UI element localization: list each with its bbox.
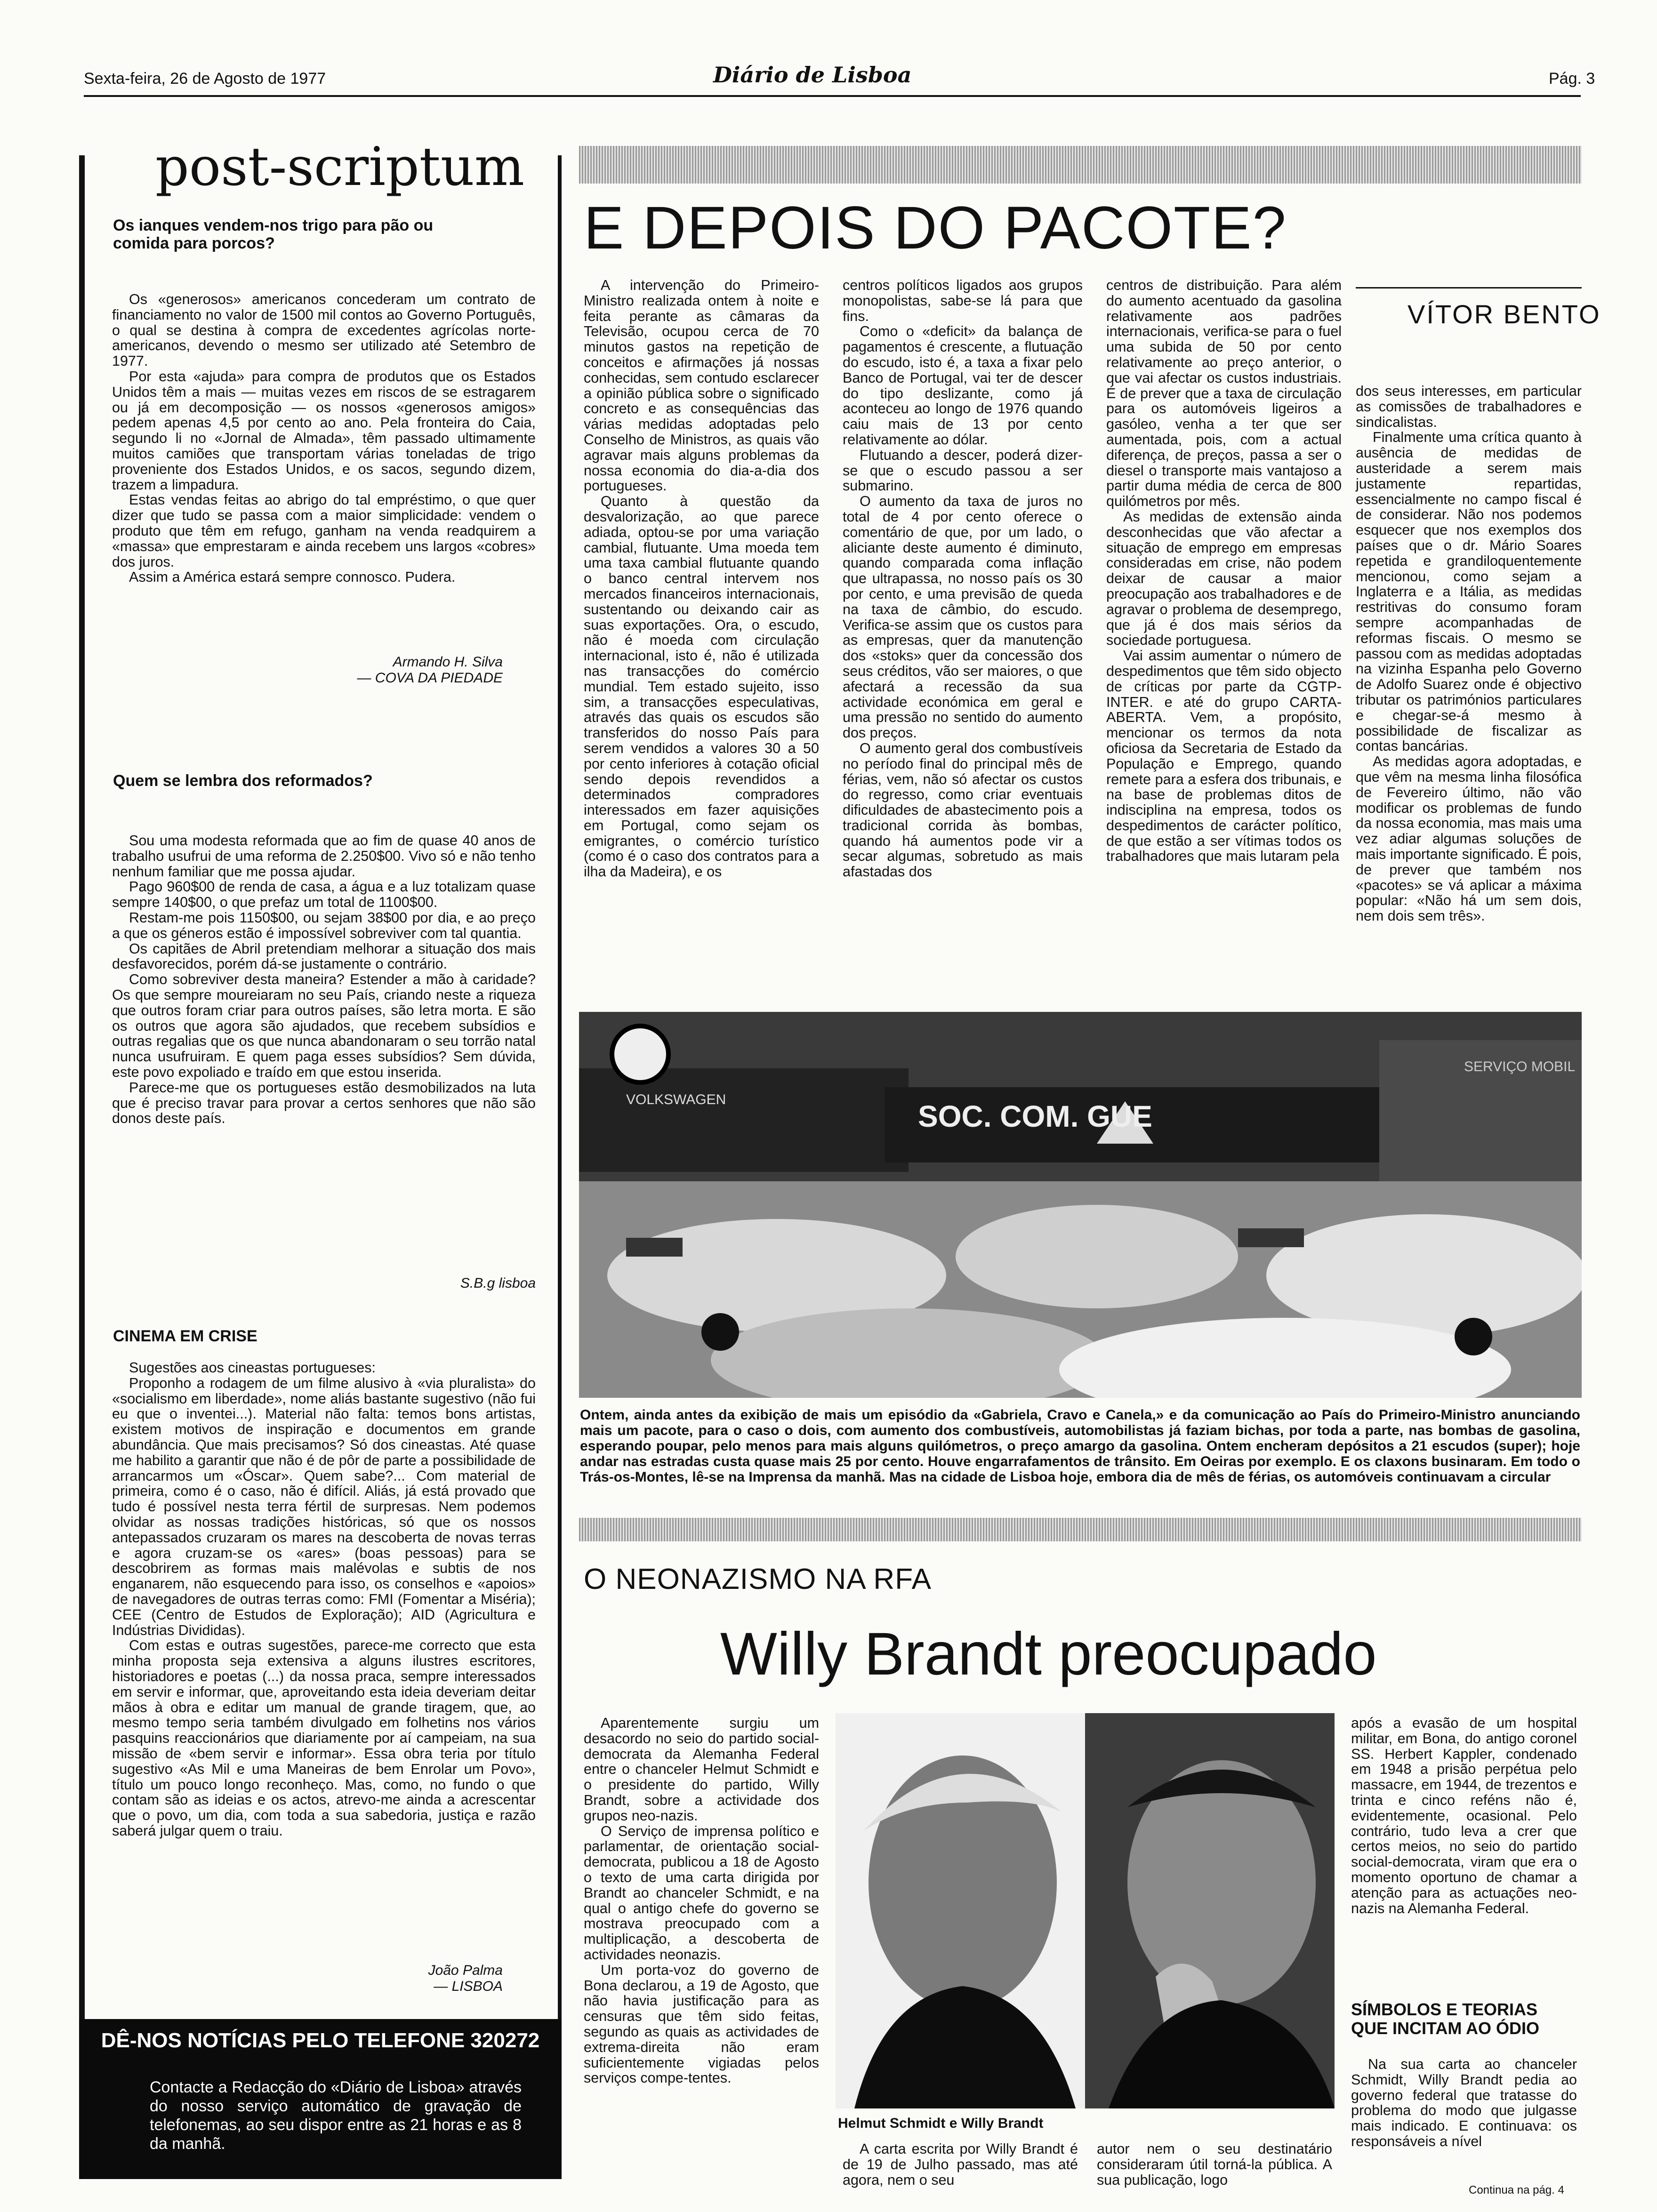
signature-place: — COVA DA PIEDADE — [357, 670, 503, 686]
paragraph: Flutuando a descer, poderá dizer-se que o escudo passou a ser submarino. — [843, 447, 1083, 494]
paragraph: A carta escrita por Willy Brandt é de 19 de Julho passado, mas até agora, nem o seu — [843, 2141, 1078, 2188]
signature-name: Armando H. Silva — [393, 654, 503, 670]
letter-1-subtitle: Os ianques vendem-nos trigo para pão ou comida para porcos? — [113, 216, 434, 252]
paragraph: Com estas e outras sugestões, parece-me correcto que esta minha proposta seja extensiva a alguns ilustres escritores, historiadores e poetas (...) da nossa praca, sempre interessados em servir e informar, que, aproveitando esta ideia deveriam deitar mãos à obra e editar um manual de grande tiragem, que, ao mesmo tempo seria também divulgado em folhetins nos vários pasquins reaccionários que diariamente por aí campeiam, na sua missão de «bem servir e informar». Essa obra teria por título sugestivo «As Mil e uma Maneiras de bem Enrolar um Povo», título um pouco longo reconheço. Mas, como, no fundo o que contam são as ideias e os actos, atrevo-me ainda a acrescentar que o povo, um dia, com toda a sua sabedoria, justiça e razão saberá julgar quem o traiu. — [112, 1637, 536, 1839]
gas-photo-caption: Ontem, ainda antes da exibição de mais um episódio da «Gabriela, Cravo e Canela,» e da comunicação ao País do Primeiro-Ministro anunciando mais um pacote, para o caso o dois, com aumento dos combustíveis, automobilistas já faziam bichas, por toda a parte, nas bombas de gasolina, esperando poupar, pelo menos para mais alguns quilómetros, o preço amargo da gasolina. Ontem encheram depósitos a 21 escudos (super); hoje andar nas estradas custa quase mais 25 por cento. Houve engarrafamentos de trânsito. Em Oeiras por exemplo. E os claxons businaram. Em todo o Trás-os-Montes, lê-se na Imprensa da manhã. Mas na cidade de Lisboa hoje, embora dia de mês de férias, os automóveis continuavam a circular — [580, 1407, 1580, 1485]
pacote-column-2 — [843, 278, 1083, 880]
paragraph: O Serviço de imprensa político e parlamentar, de orientação social-democrata, publicou a 18 de Agosto o texto de uma carta dirigida por Brandt ao chanceler Schmidt, e na qual o antigo chefe do governo se mostrava preocupado com a multiplicação, a descoberta de actividades neonazis. — [584, 1823, 819, 1963]
paragraph: autor nem o seu destinatário consideraram útil torná-la pública. A sua publicação, logo — [1097, 2141, 1332, 2188]
photo-sign-vw: VOLKSWAGEN — [626, 1092, 726, 1107]
paragraph: Proponho a rodagem de um filme alusivo à «via pluralista» do «socialismo em liberdade», nome aliás bastante sugestivo (não fui eu que o inventei...). Material não falta: temos bons artistas, existem motivos de inspiração e documentos em grande abundância. Que mais precisamos? Só dos cineastas. Até quase me habilito a garantir que não é de pôr de parte a possibilidade de arrancarmos um «Óscar». Quem sabe?... Com material de primeira, como é o caso, não é difícil. Aliás, já está provado que tudo é possível nesta terra fértil de surpresas. Nem podemos olvidar as nossas tradições históricas, só que os nossos antepassados cruzaram os mares na descoberta de novas terras e agora cruzam-se os «ares» (boas pessoas) para se descobrirem as formas mais malévolas e subtis de nos enganarem, não esquecendo para isso, os conselhos e «apoios» de navegadores de outras terras como: FMI (Fomentar a Miséria); CEE (Centro de Estudos de Exploração); AID (Agricultura e Indústrias Divididas). — [112, 1375, 536, 1638]
paragraph: Como sobreviver desta maneira? Estender a mão à caridade? Os que sempre moureiaram no seu País, criando neste a riqueza que outros foram criar para outros países, são letra morta. E são os outros que agora são ajudados, que recebem subsídios e outras regalias que os que nunca abandonaram o seu torrão natal nunca usufruiram. E quem paga esses subsídios? Sem dúvida, este povo expoliado e traído em que estou inserida. — [112, 971, 536, 1080]
paragraph: Estas vendas feitas ao abrigo do tal empréstimo, o que quer dizer que tudo se passa com a maior simplicidade: vendem o produto que têm em refugo, ganham na venda readquirem a «massa» que emprestaram e ainda recebem uns largos «cobres» dos juros. — [112, 492, 536, 570]
letter-2-signature — [112, 1275, 536, 1291]
paragraph: Por esta «ajuda» para compra de produtos que os Estados Unidos têm a mais — muitas vezes em riscos de se estragarem ou já em decomposição — os nossos «generosos amigos» pedem apenas 4,5 por cento ao ano. Pela fronteira do Caia, segundo li no «Jornal de Almada», têm passado ultimamente muitos camiões que transportam várias toneladas de trigo proveniente dos Estados Unidos, e os sacos, segundo dizem, trazem a limpadura. — [112, 368, 536, 493]
paragraph: Sou uma modesta reformada que ao fim de quase 40 anos de trabalho usufrui de uma reforma de 2.250$00. Vivo só e não tenho nenhum familiar que me possa ajudar. — [112, 833, 536, 880]
continued-note: Continua na pág. 4 — [1469, 2184, 1564, 2196]
brandt-column-1 — [584, 1715, 819, 2086]
paragraph: Pago 960$00 de renda de casa, a água e a luz totalizam quase sempre 140$00, o que prefaz um total de 1100$00. — [112, 879, 536, 911]
issue-date: Sexta-feira, 26 de Agosto de 1977 — [84, 70, 326, 88]
brandt-kicker: O NEONAZISMO NA RFA — [584, 1563, 932, 1595]
paragraph: As medidas agora adoptadas, e que vêm na mesma linha filosófica de Fevereiro último, não vão modificar os problemas de fundo da nossa economia, mas mais uma vez adiar algumas soluções de mais importante significado. É pois, de prever que também nos «pacotes» se vá aplicar a máxima popular: «Não há um sem dois, nem dois sem três». — [1356, 753, 1582, 924]
brandt-subhead: SÍMBOLOS E TEORIAS QUE INCITAM AO ÓDIO — [1351, 2000, 1539, 2038]
schmidt-brandt-photo — [836, 1713, 1335, 2108]
portrait-caption: Helmut Schmidt e Willy Brandt — [838, 2116, 1044, 2131]
photo-illustration — [579, 1012, 1582, 1398]
paragraph: Quanto à questão da desvalorização, ao que parece adiada, optou-se por uma variação cambial, flutuante. Uma moeda tem uma taxa cambial flutuante quando o banco central intervem nos mercados financeiros internacionais, sustentando ou deixando cair as suas exportações. Ora, o escudo, não é moeda com circulação internacional, isto é, não é utilizada nas transacções do comércio mundial. Tem estado sujeito, isso sim, a transacções especulativas, através das quais os escudos são transferidos do nosso País para serem vendidos a valores 30 a 50 por cento inferiores à cotação oficial sendo depois revendidos a determinados compradores interessados em fazer aquisições em Portugal, como sejam os emigrantes, o comércio turístico (como é o caso dos contratos para a ilha da Madeira), e os — [584, 493, 819, 880]
headline-screen-band — [579, 146, 1582, 184]
paragraph: Os «generosos» americanos concederam um contrato de financiamento no valor de 1500 mil contos ao Governo Português, o qual se destina à compra de excedentes agrícolas norte-americanos, devendo o mesmo ser utilizado até Setembro de 1977. — [112, 291, 536, 369]
paragraph: Sugestões aos cineastas portugueses: — [129, 1360, 376, 1376]
header-rule — [84, 95, 1581, 97]
signature-place: — LISBOA — [434, 1979, 503, 1994]
paragraph: Vai assim aumentar o número de despedimentos que têm sido objecto de críticas por parte da CGTP-INTER. e até do grupo CARTA-ABERTA. Vem, a propósito, mencionar os termos da nota oficiosa da Secretaria de Estado da População e Emprego, quando remete para a esfera dos tribunais, e na base de problemas ditos de indisciplina na empresa, todos os despedimentos de carácter político, de que estão a ser vítimas todos os trabalhadores que mais lutaram pela — [1106, 648, 1342, 865]
paragraph: Como o «deficit» da balança de pagamentos é crescente, a flutuação do escudo, isto é, a taxa a fixar pelo Banco de Portugal, vai ter de descer do tipo deslizante, como já aconteceu ao longo de 1976 quando caiu mais de 13 por cento relativamente ao dólar. — [843, 323, 1083, 448]
byline-rule — [1356, 287, 1582, 289]
letter-3-body — [112, 1360, 536, 1839]
phone-notice-box — [79, 2019, 562, 2179]
signature-name: S.B.g lisboa — [460, 1275, 536, 1291]
phone-notice-text: Contacte a Redacção do «Diário de Lisboa» através do nosso serviço automático de gravação de telefonemas, ao seu dispor entre as 21 horas e as 8 da manhã. — [150, 2078, 522, 2153]
brandt-headline: Willy Brandt preocupado — [720, 1620, 1377, 1688]
pacote-column-3 — [1106, 278, 1342, 864]
gas-station-queue-photo — [579, 1012, 1582, 1398]
paragraph: Os capitães de Abril pretendiam melhorar a situação dos mais desfavorecidos, porém dá-se justamente o contrário. — [112, 940, 536, 972]
paragraph: Finalmente uma crítica quanto à ausência de medidas de austeridade a serem mais justamente repartidas, essencialmente no campo fiscal é de considerar. Não nos podemos esquecer que nos exemplos dos países que o dr. Mário Soares repetida e grandiloquentemente mencionou, como sejam a Inglaterra e a Itália, as medidas restritivas do consumo foram sempre acompanhadas de reformas fiscais. O mesmo se passou com as medidas adoptadas na vizinha Espanha pelo Governo de Adolfo Suarez onde é objectivo tributar os patrimónios particulares e chegar-se-á mesmo à possibilidade de fiscalizar as contas bancárias. — [1356, 429, 1582, 754]
paragraph: Parece-me que os portugueses estão desmobilizados na luta que é preciso travar para provar a certos senhores que não são donos deste país. — [112, 1079, 536, 1127]
paragraph: Aparentemente surgiu um desacordo no seio do partido social-democrata da Alemanha Federal entre o chanceler Helmut Schmidt e o presidente do partido, Willy Brandt, sobre a actividade dos grupos neo-nazis. — [584, 1715, 819, 1824]
paragraph: centros de distribuição. Para além do aumento acentuado da gasolina relativamente aos padrões internacionais, verifica-se para o fuel uma subida de 50 por cento relativamente ao preço anterior, o que vai afectar os custos industriais. É de prever que a taxa de circulação para os automóveis ligeiros a gasóleo, venha a ter que ser aumentada, pois, com a actual diferença, de preços, passa a ser o diesel o transporte mais vantajoso a partir duma média de cerca de 800 quilómetros por mês. — [1106, 277, 1342, 510]
paragraph: após a evasão de um hospital militar, em Bona, do antigo coronel SS. Herbert Kappler, condenado em 1948 a prisão perpétua pelo massacre, em 1944, de trezentos e trinta e cinco reféns não é, evidentemente, ocasional. Pelo contrário, tudo leva a crer que certos meios, no seio do partido social-democrata, viram que era o momento oportuno de chamar a atenção para as actuações neo-nazis na Alemanha Federal. — [1351, 1715, 1577, 1916]
letter-2-subtitle: Quem se lembra dos reformados? — [113, 772, 373, 790]
pacote-headline: E DEPOIS DO PACOTE? — [584, 194, 1287, 262]
pacote-byline: VÍTOR BENTO — [1408, 299, 1601, 329]
letter-3-subtitle: CINEMA EM CRISE — [113, 1327, 257, 1345]
letter-1-signature — [112, 654, 503, 686]
postscriptum-title: post-scriptum — [155, 136, 525, 198]
paragraph: As medidas de extensão ainda desconhecidas que vão afectar a situação de emprego em empresas consideradas em crise, não podem deixar de causar a maior preocupação aos trabalhadores e de agravar o problema de desemprego, que já é dos mais sérios da sociedade portuguesa. — [1106, 508, 1342, 649]
paragraph: O aumento geral dos combustíveis no período final do principal mês de férias, vem, não só afectar os custos do regresso, como criar eventuais dificuldades de abastecimento pois a tradicional corrida às bombas, quando há aumentos pode vir a secar algumas, sobretudo as mais afastadas dos — [843, 740, 1083, 880]
signature-name: João Palma — [428, 1963, 503, 1978]
paragraph: Assim a América estará sempre connosco. Pudera. — [129, 569, 456, 585]
photo-sign-mobil: SERVIÇO MOBIL — [1464, 1059, 1576, 1074]
section-screen-band — [579, 1518, 1582, 1541]
postscriptum-right-border — [558, 155, 562, 2019]
paragraph: Um porta-voz do governo de Bona declarou, a 19 de Agosto, que não havia justificação para as censuras que têm sido feitas, segundo as quais as actividades de extrema-direita não eram suficientemente vigiadas pelos serviços compe-tentes. — [584, 1962, 819, 2086]
paragraph: centros políticos ligados aos grupos monopolistas, sabe-se lá para que fins. — [843, 277, 1083, 324]
letter-1-body — [112, 292, 536, 585]
pacote-column-1 — [584, 278, 819, 880]
paragraph: O aumento da taxa de juros no total de 4 por cento oferece o comentário de que, por um lado, o aliciante deste aumento é diminuto, quando comparada coma inflação que ultrapassa, no nosso país os 30 por cento, e uma previsão de queda na taxa de câmbio, do escudo. Verifica-se assim que os custos para as empresas, quer da manutenção dos «stoks» quer da concessão dos seus créditos, vão ser maiores, o que afectará a recessão da sua actividade económica em geral e uma pressão no sentido do aumento dos preços. — [843, 493, 1083, 741]
paragraph: dos seus interesses, em particular as comissões de trabalhadores e sindicalistas. — [1356, 383, 1582, 430]
pacote-column-4 — [1356, 384, 1582, 924]
postscriptum-left-border — [79, 155, 85, 2019]
brandt-column-3 — [1351, 1715, 1577, 1916]
paragraph: Restam-me pois 1150$00, ou sejam 38$00 por dia, e ao preço a que os géneros estão é impossível sobreviver com tal quantia. — [112, 909, 536, 941]
masthead: Diário de Lisboa — [713, 62, 912, 88]
brandt-photo-column-a — [843, 2141, 1078, 2188]
page-number: Pág. 3 — [1549, 70, 1595, 88]
letter-3-signature — [112, 1963, 503, 1995]
paragraph: Na sua carta ao chanceler Schmidt, Willy Brandt pedia ao governo federal que tratasse do problema do modo que julgasse mais indicado. E continuava: os responsáveis a nível — [1351, 2056, 1577, 2149]
portrait-illustration — [836, 1713, 1335, 2108]
letter-2-body — [112, 833, 536, 1126]
paragraph: A intervenção do Primeiro-Ministro realizada ontem à noite e feita perante as câmaras da Televisão, ocupou cerca de 70 minutos gastos na repetição de conceitos e afirmações já nossas conhecidas, sem contudo esclarecer a opinião pública sobre o significado concreto e as consequências das várias medidas adoptadas pelo Conselho de Ministros, as quais vão agravar mais alguns problemas da nossa economia do dia-a-dia dos portugueses. — [584, 277, 819, 494]
brandt-photo-column-b — [1097, 2141, 1332, 2188]
photo-sign-shop: SOC. COM. GUE — [918, 1099, 1152, 1133]
phone-notice-title: DÊ-NOS NOTÍCIAS PELO TELEFONE 320272 — [101, 2029, 540, 2052]
brandt-column-3b — [1351, 2057, 1577, 2149]
